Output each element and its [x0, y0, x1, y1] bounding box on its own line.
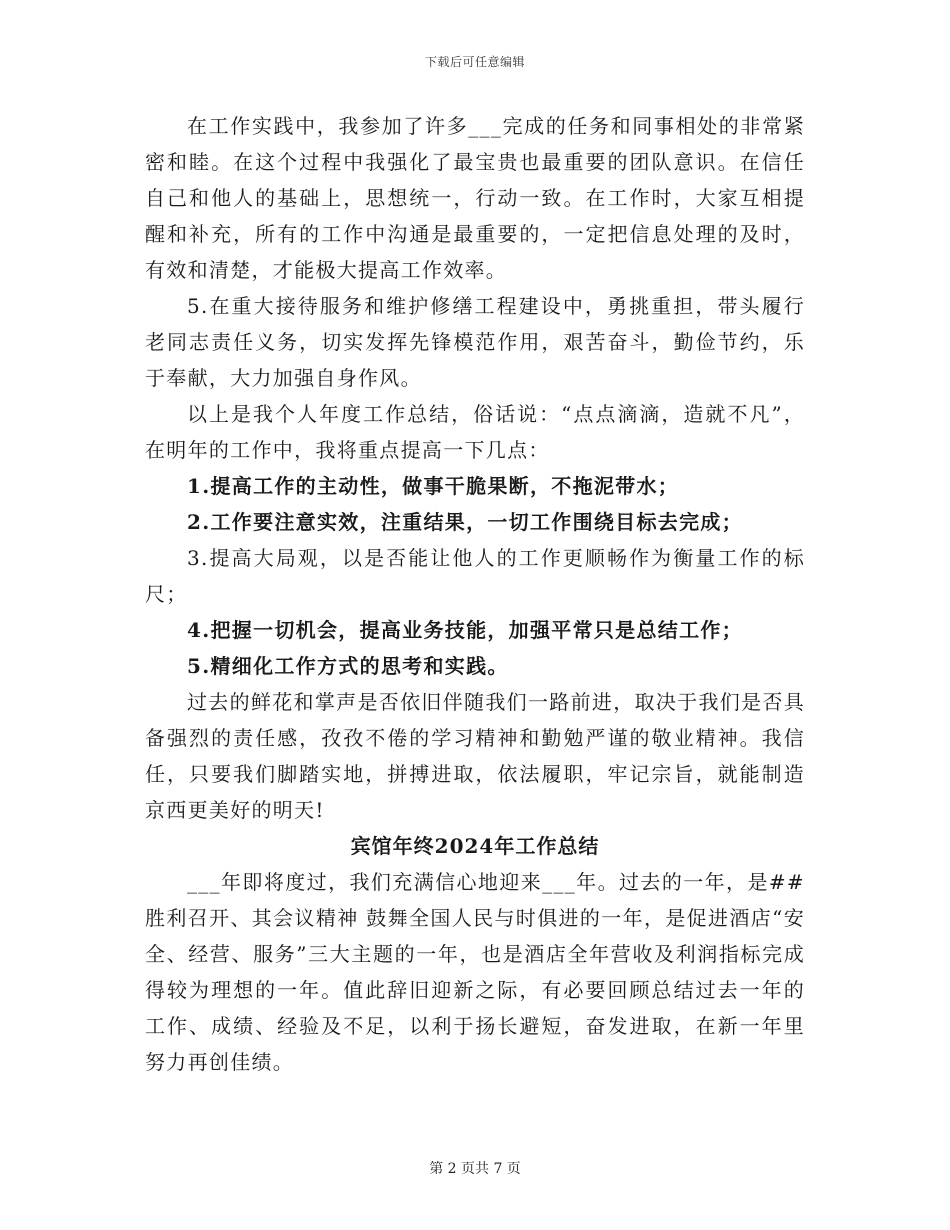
- paragraph-item-5: 5.在重大接待服务和维护修缮工程建设中，勇挑重担，带头履行老同志责任义务，切实发挥先锋模范作用，艰苦奋斗，勤俭节约，乐于奉献，大力加强自身作风。: [145, 294, 805, 390]
- goal-item-2: 2.工作要注意实效，注重结果，一切工作围绕目标去完成；: [187, 510, 743, 534]
- goal-item-3: 3.提高大局观，以是否能让他人的工作更顺畅作为衡量工作的标尺；: [145, 546, 805, 606]
- paragraph-closing: 过去的鲜花和掌声是否依旧伴随我们一路前进，取决于我们是否具备强烈的责任感，孜孜不倦的学习精神和勤勉严谨的敬业精神。我信任，只要我们脚踏实地，拼搏进取，依法履职，牢记宗旨，就能制造京西更美好的明天!: [145, 690, 805, 822]
- goal-item-1: 1.提高工作的主动性，做事干脆果断，不拖泥带水；: [187, 474, 680, 498]
- paragraph-section-intro: ___年即将度过，我们充满信心地迎来___年。过去的一年，是##胜利召开、其会议精神 鼓舞全国人民与时俱进的一年，是促进酒店“安全、经营、服务”三大主题的一年，也是酒店全年营收及利润指标完成得较为理想的一年。值此辞旧迎新之际，有必要回顾总结过去一年的工作、成绩、经验及不足，以利于扬长避短，奋发进取，在新一年里努力再创佳绩。: [145, 870, 805, 1074]
- paragraph-summary-intro: 以上是我个人年度工作总结，俗话说：“点点滴滴，造就不凡”，在明年的工作中，我将重点提高一下几点：: [145, 402, 805, 462]
- goal-item-5: 5.精细化工作方式的思考和实践。: [187, 654, 509, 678]
- page-header: 下载后可任意编辑: [424, 55, 525, 69]
- section-title: 宾馆年终2024年工作总结: [350, 834, 600, 858]
- document-body: [145, 108, 805, 1080]
- goal-item-4: 4.把握一切机会，提高业务技能，加强平常只是总结工作；: [187, 618, 743, 642]
- paragraph-teamwork: 在工作实践中，我参加了许多___完成的任务和同事相处的非常紧密和睦。在这个过程中我强化了最宝贵也最重要的团队意识。在信任自己和他人的基础上，思想统一，行动一致。在工作时，大家互相提醒和补充，所有的工作中沟通是最重要的，一定把信息处理的及时，有效和清楚，才能极大提高工作效率。: [145, 114, 805, 282]
- page-footer: 第 2 页共 7 页: [429, 1161, 521, 1177]
